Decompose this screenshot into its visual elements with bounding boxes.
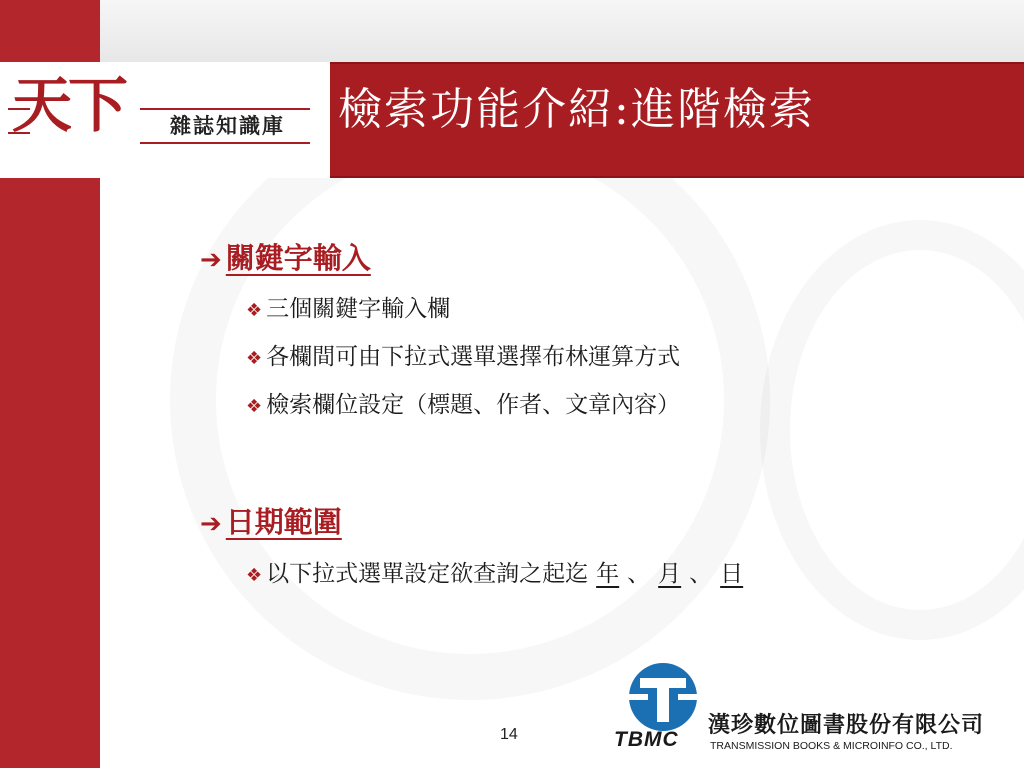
- diamond-bullet-icon: ❖: [246, 348, 263, 369]
- section-heading-text: 關鍵字輸入: [225, 241, 371, 275]
- section-heading-keywords: [200, 241, 371, 275]
- top-strip: [100, 0, 1024, 62]
- bullet-text: 三個關鍵字輸入欄: [266, 296, 451, 322]
- arrow-right-icon: ➔: [200, 245, 222, 275]
- section-heading-date-range: [200, 505, 342, 539]
- tbmc-brand-text: TBMC: [614, 728, 679, 751]
- separator: 、: [689, 561, 713, 587]
- month-label: 月: [658, 561, 682, 587]
- section-heading-text: 日期範圍: [225, 505, 342, 539]
- tbmc-logo-icon: [626, 660, 700, 734]
- bullet-text: 各欄間可由下拉式選單選擇布林運算方式: [266, 344, 681, 370]
- slide-title: 檢索功能介紹:進階檢索: [338, 84, 815, 135]
- diamond-bullet-icon: ❖: [246, 565, 263, 586]
- year-label: 年: [596, 561, 620, 587]
- bullet-item: [246, 563, 751, 586]
- bullet-item: [246, 346, 680, 369]
- bullet-item: [246, 298, 450, 321]
- bullet-item: [246, 394, 680, 417]
- background-seal-2: [760, 220, 1024, 640]
- logo-rule-3: [140, 108, 310, 110]
- separator: 、: [627, 561, 651, 587]
- bullet-text: 檢索欄位設定（標題、作者、文章內容）: [266, 392, 681, 418]
- bullet-text: 以下拉式選單設定欲查詢之起迄: [266, 561, 589, 587]
- company-name-cn: 漢珍數位圖書股份有限公司: [708, 713, 985, 738]
- arrow-right-icon: ➔: [200, 509, 222, 539]
- day-label: 日: [720, 561, 744, 587]
- logo-rule-4: [140, 142, 310, 144]
- logo-sub-text: 雜誌知識庫: [170, 114, 285, 138]
- logo-main-text: 天下: [12, 71, 124, 141]
- company-name-en: TRANSMISSION BOOKS & MICROINFO CO., LTD.: [710, 740, 953, 752]
- page-number: 14: [500, 726, 518, 743]
- diamond-bullet-icon: ❖: [246, 300, 263, 321]
- diamond-bullet-icon: ❖: [246, 396, 263, 417]
